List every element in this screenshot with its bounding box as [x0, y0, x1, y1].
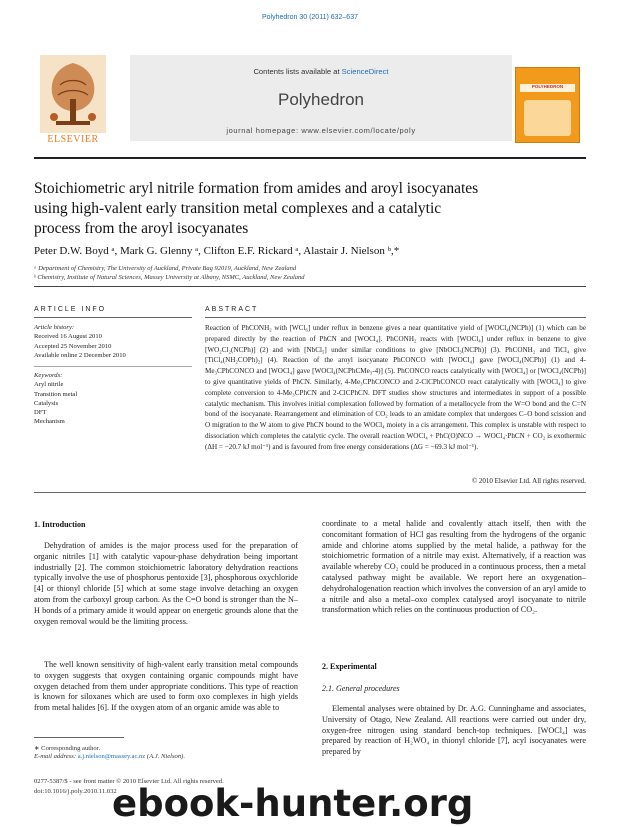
email-link[interactable]: a.j.nielson@massey.ac.nz — [77, 753, 146, 760]
abstract-text: Reaction of PhCONH₂ with [WCl₆] under reflux in benzene gives a near quantitative yield of [WOCl₄(NCPh)] (1) which can be prepared directly by the reaction of PhCN and [WOCl₄]. PhCONH₂ reacts with [WOCl₄] under reflux in benzene to give [WO₂Cl₂(NCPh)] (2) and with [NbCl₅] under similar conditions to give [NbOCl₃(NCPh)] (3). PhCONH₂ and TiCl₄ give [TiCl₄(NH₂COPh)₂] (4). Reaction of the aroyl isocyanate PhCONCO with [WOCl₄] gave [WOCl₄(NCPh)] (1) and 4-Me₃CPhCONCO and [WOCl₄] gave [WOCl₄(NCPhCMe₃-4)] (5). PhCONCO reacts catalytically with [WOCl₄] or [WOCl₄(NCPh)] to give quantitative yields of PhCN. Similarly, 4-Me₃CPhCONCO and 2-ClCPhCONCO react catalytically with [WOCl₄] to give complete conversion to 4-Me₃CPhCN and 2-ClCPhCN. DFT studies show structures and intermediates in support of a possible catalytic mechanism. This involves initial complexation followed by formation of a metallocycle from the W=O bond and the C=N bond of the isocyanate. Rearrangement and elimination of CO₂ leads to an amidate complex that undergoes C–O bond scission and O migration to the W atom to give PhCN bound to the WOCl₄ moiety in a cis arrangement. This complex is unstable with respect to dissociation which completes the catalytic cycle. The overall reaction WOCl₄ + PhC(O)NCO → WOCl₄·PhCN + CO₂ is exothermic (ΔH = −20.7 kJ mol⁻¹) and is favoured from free energy considerations (ΔG = −69.3 kJ mol⁻¹). — [205, 324, 586, 451]
email-note — [34, 753, 334, 760]
elsevier-wordmark: ELSEVIER — [47, 134, 99, 145]
article-info-rule — [34, 317, 192, 318]
corresponding-author-note: ∗ Corresponding author. — [34, 745, 101, 752]
cover-art — [524, 100, 571, 136]
paragraph: Elemental analyses were obtained by Dr. A.G. Cunninghame and associates, University of Otago, New Zealand. All reactions were carried out under dry, oxygen-free nitrogen using standard bench-top techniques. [WOCl₄] was prepared by reaction of H₂WO₄ in thionyl chloride [7], acyl isocyanates were prepared by — [322, 704, 586, 757]
experimental-paragraph — [322, 704, 586, 758]
abstract-divider — [34, 492, 586, 493]
affiliation: ᵃ Department of Chemistry, The University of Auckland, Private Bag 92019, Auckland, New Zealand — [34, 265, 297, 272]
sciencedirect-link[interactable]: ScienceDirect — [341, 67, 389, 76]
email-label: E-mail address: — [34, 753, 78, 760]
affiliation: ᵇ Chemistry, Institute of Natural Sciences, Massey University at Albany, NSMC, Auckland, New Zealand — [34, 274, 305, 281]
doi-line[interactable]: doi:10.1016/j.poly.2010.11.032 — [34, 788, 117, 795]
cover-title: POLYHEDRON — [531, 84, 564, 89]
contents-prefix: Contents lists available at — [253, 67, 342, 76]
abstract-heading: ABSTRACT — [205, 306, 259, 313]
paragraph: The well known sensitivity of high-valent early transition metal compounds to oxygen suggests that oxygen containing organic compounds might have oxygen detached from them under appropriate conditions. This type of reaction is known for siloxanes which are used to form oxo complexes in high yields from metal halides [6]. If the oxygen atom of an organic amide was able to — [34, 660, 298, 713]
keyword: Aryl nitrile — [34, 381, 64, 389]
watermark-text: ebook-hunter.org — [112, 782, 474, 825]
header-divider — [34, 157, 586, 159]
abstract-rule — [205, 317, 586, 318]
journal-cover-thumbnail — [515, 67, 580, 143]
keyword: Mechanism — [34, 418, 65, 426]
history-item: Available online 2 December 2010 — [34, 351, 126, 359]
introduction-heading: 1. Introduction — [34, 520, 86, 529]
keywords — [34, 371, 194, 427]
author-list: Peter D.W. Boyd ᵃ, Mark G. Glenny ᵃ, Clifton E.F. Rickard ᵃ, Alastair J. Nielson ᵇ,* — [34, 245, 400, 257]
contents-availability — [130, 67, 512, 76]
affiliation-divider — [34, 286, 586, 287]
experimental-heading: 2. Experimental — [322, 662, 377, 671]
keyword: Transition metal — [34, 390, 78, 398]
footnote-rule — [34, 737, 124, 738]
journal-title: Polyhedron — [277, 90, 364, 109]
title-line: process from the aroyl isocyanates — [34, 220, 249, 237]
paragraph: Dehydration of amides is the major process used for the preparation of organic nitriles [1] with catalytic vapour-phase dehydration being important industrially [2]. The common stoichiometric laboratory dehydration reactions typically involve the use of phosphorus pentoxide [3], phosphorous oxychloride [4] or thionyl chloride [5] which at some stage involve detaching an oxygen atom from the carboxyl group carbon. As the C=O bond is stronger than the N–H bonds of a primary amide it would appear on energetic grounds alone that the oxygen removal would be the limiting process. — [34, 541, 298, 626]
article-title — [34, 179, 594, 239]
journal-info-box — [130, 55, 512, 141]
article-history — [34, 323, 194, 360]
introduction-paragraph — [34, 660, 298, 714]
history-item: Received 16 August 2010 — [34, 333, 102, 341]
title-line: using high-valent early transition metal complexes and a catalytic — [34, 200, 442, 217]
abstract-copyright: © 2010 Elsevier Ltd. All rights reserved. — [471, 477, 586, 485]
general-procedures-heading: 2.1. General procedures — [322, 684, 400, 693]
keywords-label: Keywords: — [34, 372, 63, 379]
keyword: Catalysis — [34, 399, 59, 407]
elsevier-tree-logo — [40, 55, 106, 145]
journal-homepage[interactable]: journal homepage: www.elsevier.com/locate/poly — [226, 126, 416, 135]
email-name: (A.J. Nielson). — [145, 753, 185, 760]
article-info-heading: ARTICLE INFO — [34, 306, 107, 313]
paragraph: coordinate to a metal halide and covalently attach itself, then with the concomitant formation of HCl gas resulting from the hydrogens of the organic amide and chlorine atoms supplied by the metal halide, a pathway for the stoichiometric formation of a nitrile may exist. Alternatively, if a reaction was available whereby CO₂ could be produced in a continuous process, then a metal catalysed pathway might be available. We report here an oxygenation–dehydrohalogenation reaction which involves the conversion of an aryl amide to a nitrile and also a metal–oxo complex catalysed aroyl isocyanate to nitrile transformation which relies on the continuous production of CO₂. — [322, 519, 586, 615]
front-matter-line: 0277-5387/$ - see front matter © 2010 Elsevier Ltd. All rights reserved. — [34, 778, 224, 785]
title-line: Stoichiometric aryl nitrile formation from amides and aroyl isocyanates — [34, 180, 479, 197]
history-item: Accepted 25 November 2010 — [34, 342, 112, 350]
introduction-paragraph — [322, 519, 586, 616]
keywords-rule — [34, 366, 192, 367]
introduction-paragraph — [34, 541, 298, 627]
journal-citation: Polyhedron 30 (2011) 632–637 — [261, 14, 358, 21]
history-label: Article history: — [34, 324, 75, 331]
keyword: DFT — [34, 409, 47, 417]
journal-masthead — [40, 55, 578, 149]
